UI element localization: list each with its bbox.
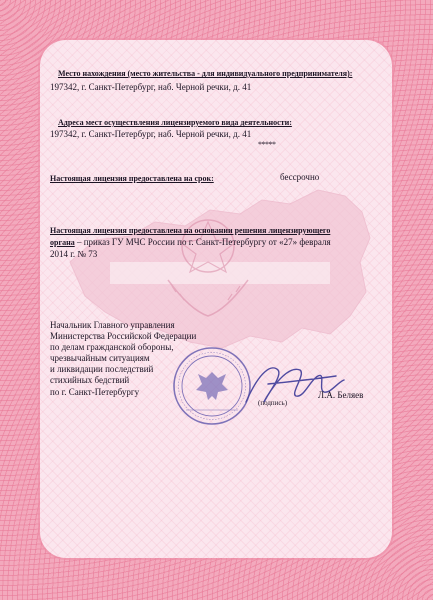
activity-address-value: 197342, г. Санкт-Петербург, наб. Черной речки, д. 41 — [50, 129, 252, 139]
round-seal-stamp-icon — [174, 348, 250, 424]
stamp-and-signature — [168, 340, 358, 430]
location-value: 197342, г. Санкт-Петербург, наб. Черной речки, д. 41 — [50, 82, 252, 92]
basis-line-2 — [50, 237, 331, 248]
basis-organ-word: органа — [50, 238, 75, 247]
signatory-title-line: по делам гражданской обороны, — [50, 342, 174, 352]
signatory-title-line: Начальник Главного управления — [50, 320, 175, 330]
signatory-title-line: Министерства Российской Федерации — [50, 331, 197, 341]
location-label: Место нахождения (место жительства - для индивидуального предпринимателя): — [58, 69, 353, 78]
separator-stars: ***** — [258, 140, 276, 149]
signature-caption: (подпись) — [258, 399, 288, 407]
signatory-title-line: и ликвидации последствий — [50, 364, 154, 374]
signatory-name: Л.А. Беляев — [318, 390, 364, 400]
basis-line-3: 2014 г. № 73 — [50, 249, 98, 259]
signatory-title-line: стихийных бедствий — [50, 375, 130, 385]
basis-order-text: – приказ ГУ МЧС России по г. Санкт-Петербургу от «27» февраля — [74, 237, 331, 247]
double-headed-eagle-icon — [196, 372, 228, 400]
signatory-title-line: чрезвычайным ситуациям — [50, 353, 150, 363]
term-value: бессрочно — [280, 172, 320, 182]
activity-address-label: Адреса мест осуществления лицензируемого вида деятельности: — [58, 118, 292, 127]
signatory-title-line: по г. Санкт-Петербургу — [50, 387, 140, 397]
term-label: Настоящая лицензия предоставлена на срок: — [50, 174, 214, 183]
basis-label: Настоящая лицензия предоставлена на основании решения лицензирующего — [50, 226, 331, 235]
white-band — [110, 262, 330, 284]
